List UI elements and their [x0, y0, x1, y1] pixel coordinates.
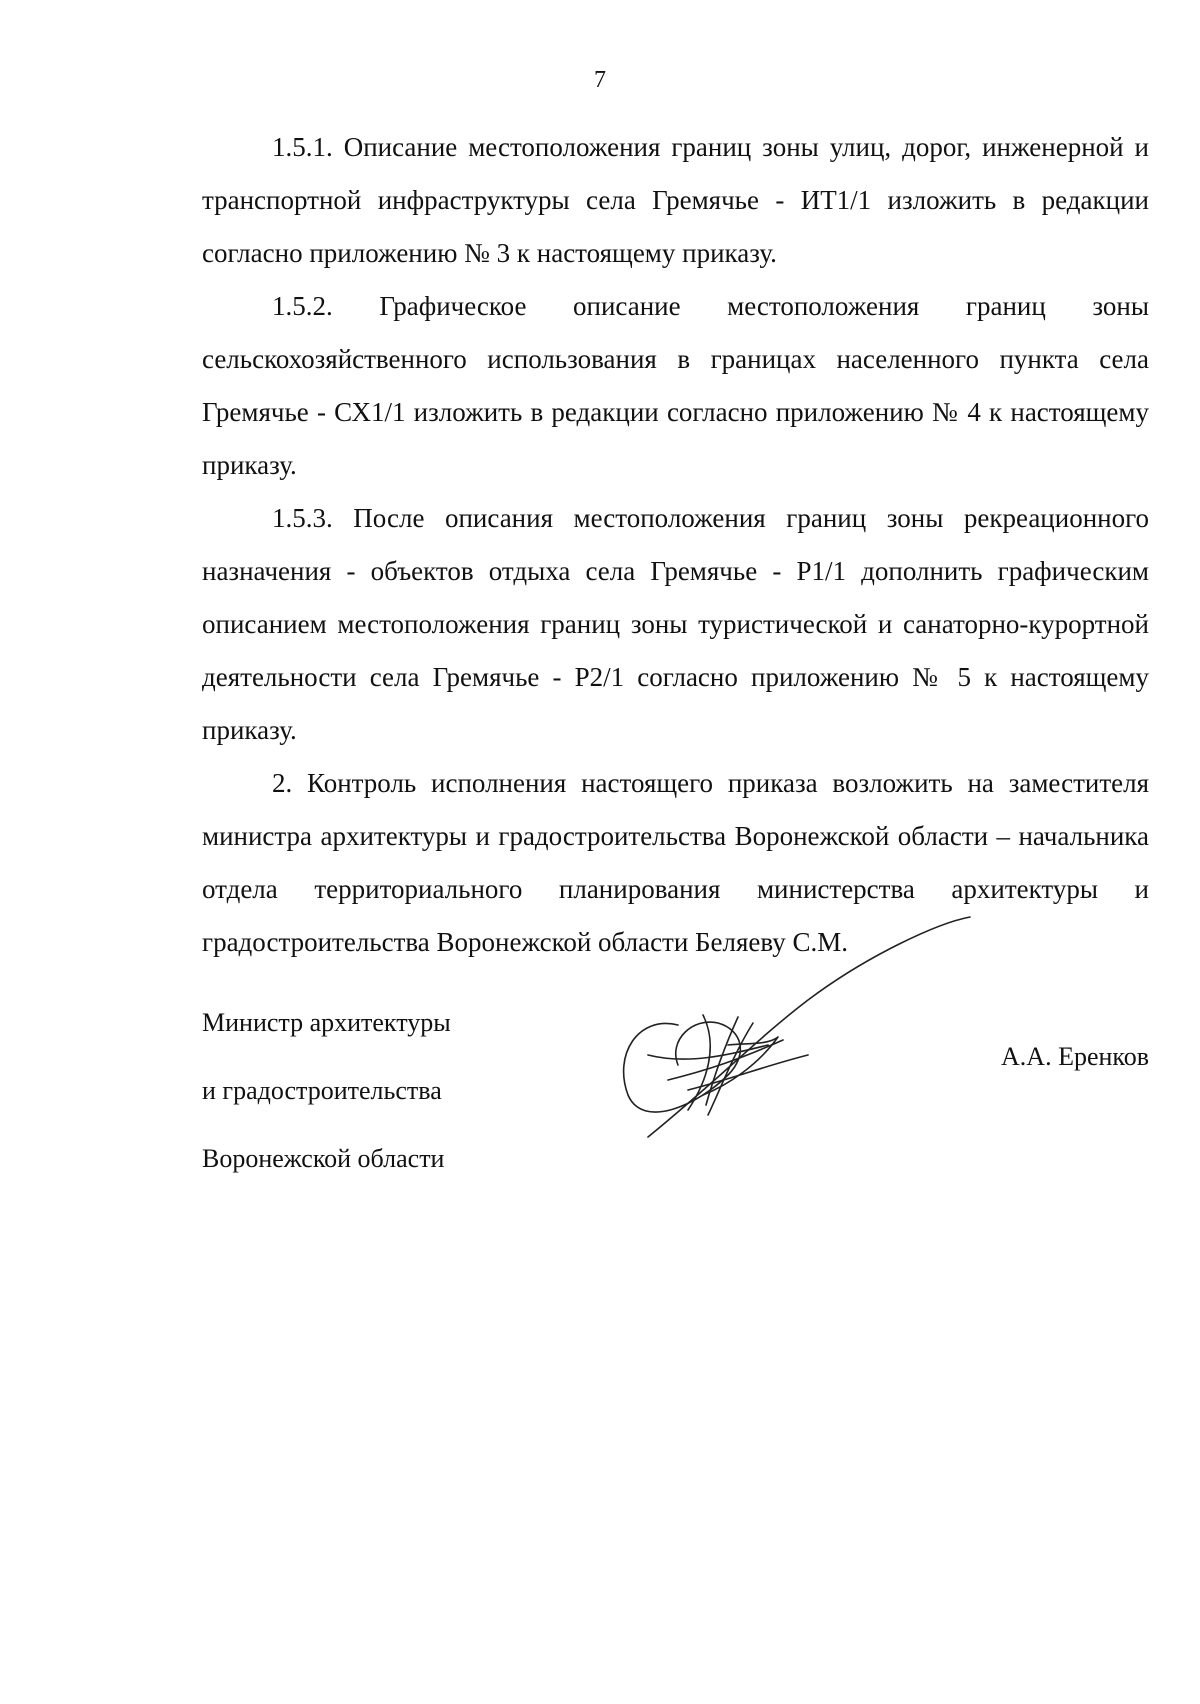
signatory-name: А.А. Еренков — [1001, 1042, 1149, 1071]
signatory-position-line: Министр архитектуры — [202, 1008, 451, 1037]
signatory-position — [202, 972, 451, 1210]
paragraph-1-5-1: 1.5.1. Описание местоположения границ зоны улиц, дорог, инженерной и транспортной инфраструктуры села Гремячье - ИТ1/1 изложить в редакции согласно приложению № 3 к настоящему приказу. — [202, 132, 1149, 268]
signature-block — [202, 972, 1149, 1172]
signatory-position-line: Воронежской области — [202, 1144, 445, 1173]
page-number: 7 — [594, 67, 606, 93]
paragraph-2: 2. Контроль исполнения настоящего приказа возложить на заместителя министра архитектуры и градостроительства Воронежской области – начальника отдела территориального планирования министерства архитектуры и градостроительства Воронежской области Беляеву С.М. — [202, 768, 1149, 957]
paragraph-1-5-3: 1.5.3. После описания местоположения границ зоны рекреационного назначения - объектов отдыха села Гремячье - Р1/1 дополнить графическим описанием местоположения границ зоны туристической и санаторно-курортной деятельности села Гремячье - Р2/1 согласно приложению № 5 к настоящему приказу. — [202, 503, 1149, 745]
paragraph-1-5-2: 1.5.2. Графическое описание местоположения границ зоны сельскохозяйственного использования в границах населенного пункта села Гремячье - СХ1/1 изложить в редакции согласно приложению № 4 к настоящему приказу. — [202, 291, 1149, 480]
document-body — [202, 121, 1149, 969]
signatory-position-line: и градостроительства — [202, 1076, 442, 1105]
